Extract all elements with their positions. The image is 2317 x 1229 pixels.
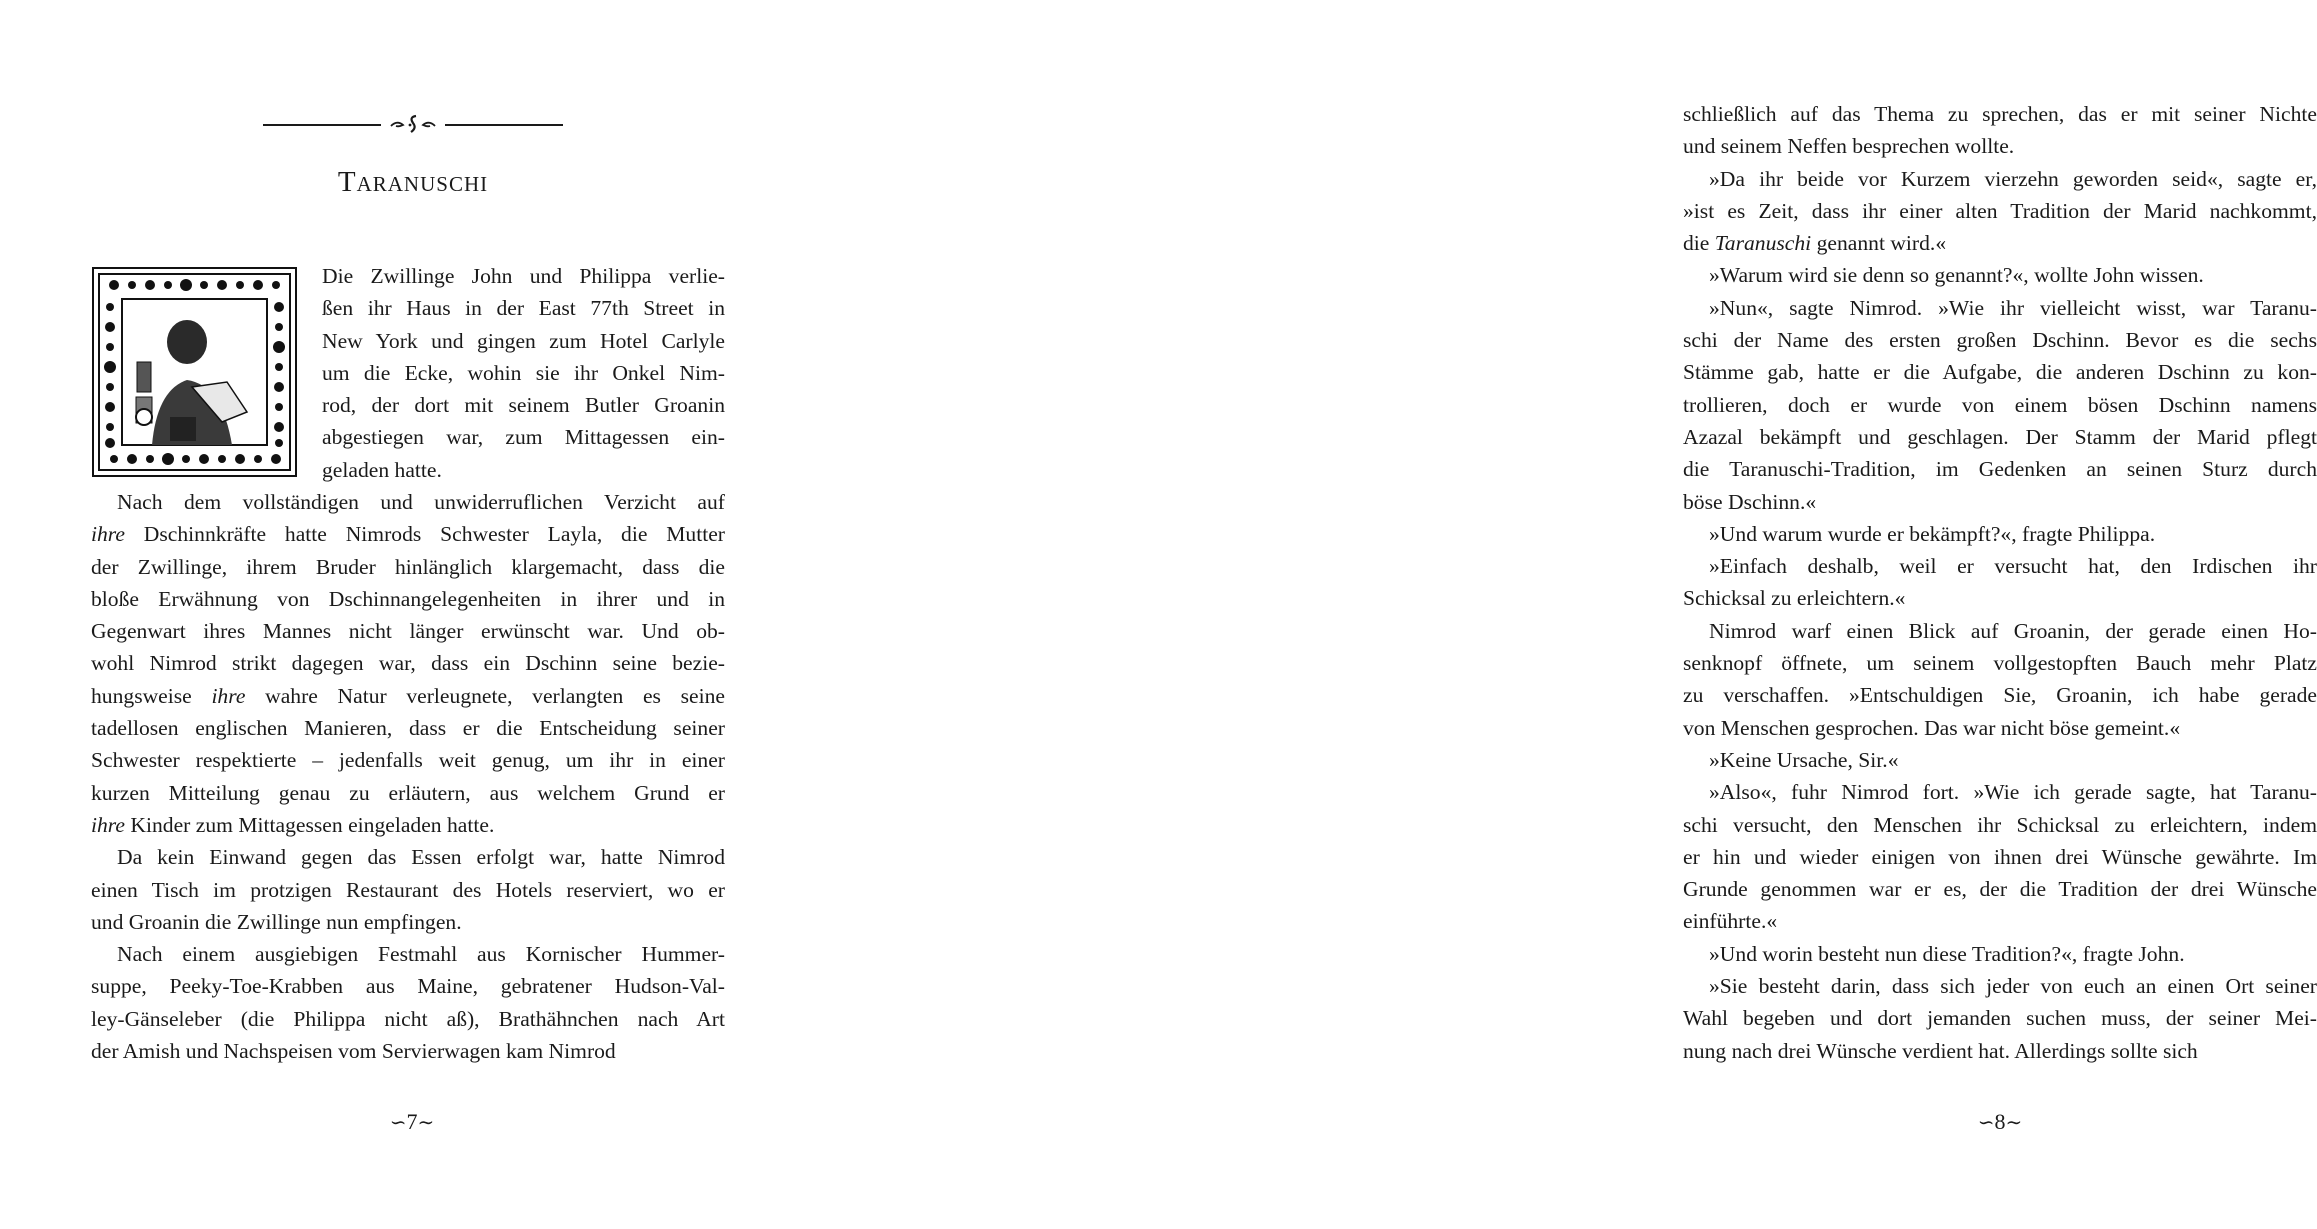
text-line: um die Ecke, wohin sie ihr Onkel Nim- <box>322 360 725 385</box>
text-line: bloße Erwähnung von Dschinnangelegenheiten in ihrer und in <box>91 586 725 611</box>
text-line: »Da ihr beide vor Kurzem vierzehn geworden seid«, sagte er, <box>1709 166 2317 191</box>
text-line: »Einfach deshalb, weil er versucht hat, den Irdischen ihr <box>1709 554 2317 579</box>
text-line: wohl Nimrod strikt dagegen war, dass ein Dschinn seine bezie- <box>91 651 725 676</box>
text-line: rod, der dort mit seinem Butler Groanin <box>322 393 725 418</box>
text-line: der Zwillinge, ihrem Bruder hinlänglich klargemacht, dass die <box>91 554 725 579</box>
text-line: einen Tisch im protzigen Restaurant des Hotels reserviert, wo er <box>91 877 725 902</box>
text-line: zu verschaffen. »Entschuldigen Sie, Groanin, ich habe gerade <box>1683 683 2317 708</box>
text-line: senknopf öffnete, um seinem vollgestopften Bauch mehr Platz <box>1683 651 2317 676</box>
text-line: Grunde genommen war er es, der die Tradition der drei Wünsche <box>1683 877 2317 902</box>
swash-left-icon: ∽ <box>1977 1112 1995 1134</box>
text-line: schließlich auf das Thema zu sprechen, das er mit seiner Nichte <box>1683 102 2317 126</box>
text-line: »Und worin besteht nun diese Tradition?«, fragte John. <box>1709 941 2185 966</box>
text-line: ley-Gänseleber (die Philippa nicht aß), Brathähnchen nach Art <box>91 1006 725 1031</box>
chapter-ornament-rule <box>263 112 563 136</box>
text-line: Nach dem vollständigen und unwiderruflichen Verzicht auf <box>117 490 725 514</box>
text-line: Gegenwart ihres Mannes nicht länger erwünscht war. Und ob- <box>91 619 725 644</box>
text-line: ßen ihr Haus in der East 77th Street in <box>322 296 725 321</box>
text-line: der Amish und Nachspeisen vom Servierwagen kam Nimrod <box>91 1039 616 1064</box>
text-line: schi versucht, den Menschen ihr Schicksal zu erleichtern, indem <box>1683 812 2317 837</box>
text-line: schi der Name des ersten großen Dschinn. Bevor es die sechs <box>1683 328 2317 353</box>
text-line: böse Dschinn.« <box>1683 489 1817 514</box>
text-line: die Taranuschi genannt wird.« <box>1683 231 1947 256</box>
text-line: »Keine Ursache, Sir.« <box>1709 747 1899 772</box>
text-line: abgestiegen war, zum Mittagessen ein- <box>322 425 725 450</box>
text-line: »Sie besteht darin, dass sich jeder von euch an einen Ort seiner <box>1709 974 2317 999</box>
text-line: kurzen Mitteilung genau zu erläutern, aus welchem Grund er <box>91 780 725 805</box>
text-line: die Taranuschi-Tradition, im Gedenken an seinen Sturz durch <box>1683 457 2317 482</box>
text-line: und Groanin die Zwillinge nun empfingen. <box>91 909 462 934</box>
page-number <box>352 1109 472 1135</box>
text-line: und seinem Neffen besprechen wollte. <box>1683 134 2015 159</box>
swash-right-icon: ∼ <box>2005 1112 2023 1134</box>
page-number-value: 8 <box>1994 1109 2006 1134</box>
text-line: nung nach drei Wünsche verdient hat. Allerdings sollte sich <box>1683 1038 2198 1063</box>
ornament-line-left <box>263 124 381 126</box>
text-line: hungsweise ihre wahre Natur verleugnete, verlangten es seine <box>91 683 725 708</box>
text-line: tadellosen englischen Manieren, dass er die Entscheidung seiner <box>91 716 725 741</box>
text-line: ihre Kinder zum Mittagessen eingeladen hatte. <box>91 812 495 837</box>
text-line: geladen hatte. <box>322 457 442 482</box>
text-line: von Menschen gesprochen. Das war nicht böse gemeint.« <box>1683 715 2181 740</box>
text-line: Die Zwillinge John und Philippa verlie- <box>322 264 725 288</box>
text-line: Wahl begeben und dort jemanden suchen muss, der seiner Mei- <box>1683 1006 2317 1031</box>
text-line: Da kein Einwand gegen das Essen erfolgt war, hatte Nimrod <box>117 845 725 870</box>
swash-left-icon: ∽ <box>389 1112 407 1134</box>
flourish-icon <box>388 112 438 136</box>
text-line: trollieren, doch er wurde von einem bösen Dschinn namens <box>1683 392 2317 417</box>
text-line: New York und gingen zum Hotel Carlyle <box>322 328 725 353</box>
right-body-text <box>1683 98 2317 1067</box>
text-line: Schwester respektierte – jedenfalls weit genug, um ihr in einer <box>91 748 725 773</box>
text-line: »Und warum wurde er bekämpft?«, fragte Philippa. <box>1709 521 2156 546</box>
text-line: er hin und wieder einigen von ihnen drei Wünsche gewährte. Im <box>1683 844 2317 869</box>
page-number <box>1940 1109 2060 1135</box>
text-line: Schicksal zu erleichtern.« <box>1683 586 1906 611</box>
right-page <box>800 0 2317 1229</box>
left-page <box>0 0 800 1229</box>
text-line: Nach einem ausgiebigen Festmahl aus Kornischer Hummer- <box>117 942 725 967</box>
framed-portrait-illustration <box>92 267 297 477</box>
text-line: ihre Dschinnkräfte hatte Nimrods Schwester Layla, die Mutter <box>91 522 725 547</box>
page-number-value: 7 <box>406 1109 418 1134</box>
text-line: einführte.« <box>1683 909 1778 934</box>
text-line: »Also«, fuhr Nimrod fort. »Wie ich gerade sagte, hat Taranu- <box>1709 780 2317 805</box>
text-line: Azazal bekämpft und geschlagen. Der Stamm der Marid pflegt <box>1683 424 2317 449</box>
text-line: suppe, Peeky-Toe-Krabben aus Maine, gebratener Hudson-Val- <box>91 974 725 999</box>
text-line: Stämme gab, hatte er die Aufgabe, die anderen Dschinn zu kon- <box>1683 360 2317 385</box>
text-line: »ist es Zeit, dass ihr einer alten Tradition der Marid nachkommt, <box>1683 198 2317 223</box>
text-line: »Warum wird sie denn so genannt?«, wollte John wissen. <box>1709 263 2204 288</box>
swash-right-icon: ∼ <box>417 1112 435 1134</box>
chapter-intro-text <box>322 260 725 486</box>
text-line: »Nun«, sagte Nimrod. »Wie ihr vielleicht wisst, war Taranu- <box>1709 295 2317 320</box>
chapter-title: TARANUSCHI <box>337 166 489 198</box>
left-body-text <box>91 486 725 1067</box>
ornament-line-right <box>445 124 563 126</box>
text-line: Nimrod warf einen Blick auf Groanin, der gerade einen Ho- <box>1709 618 2317 643</box>
